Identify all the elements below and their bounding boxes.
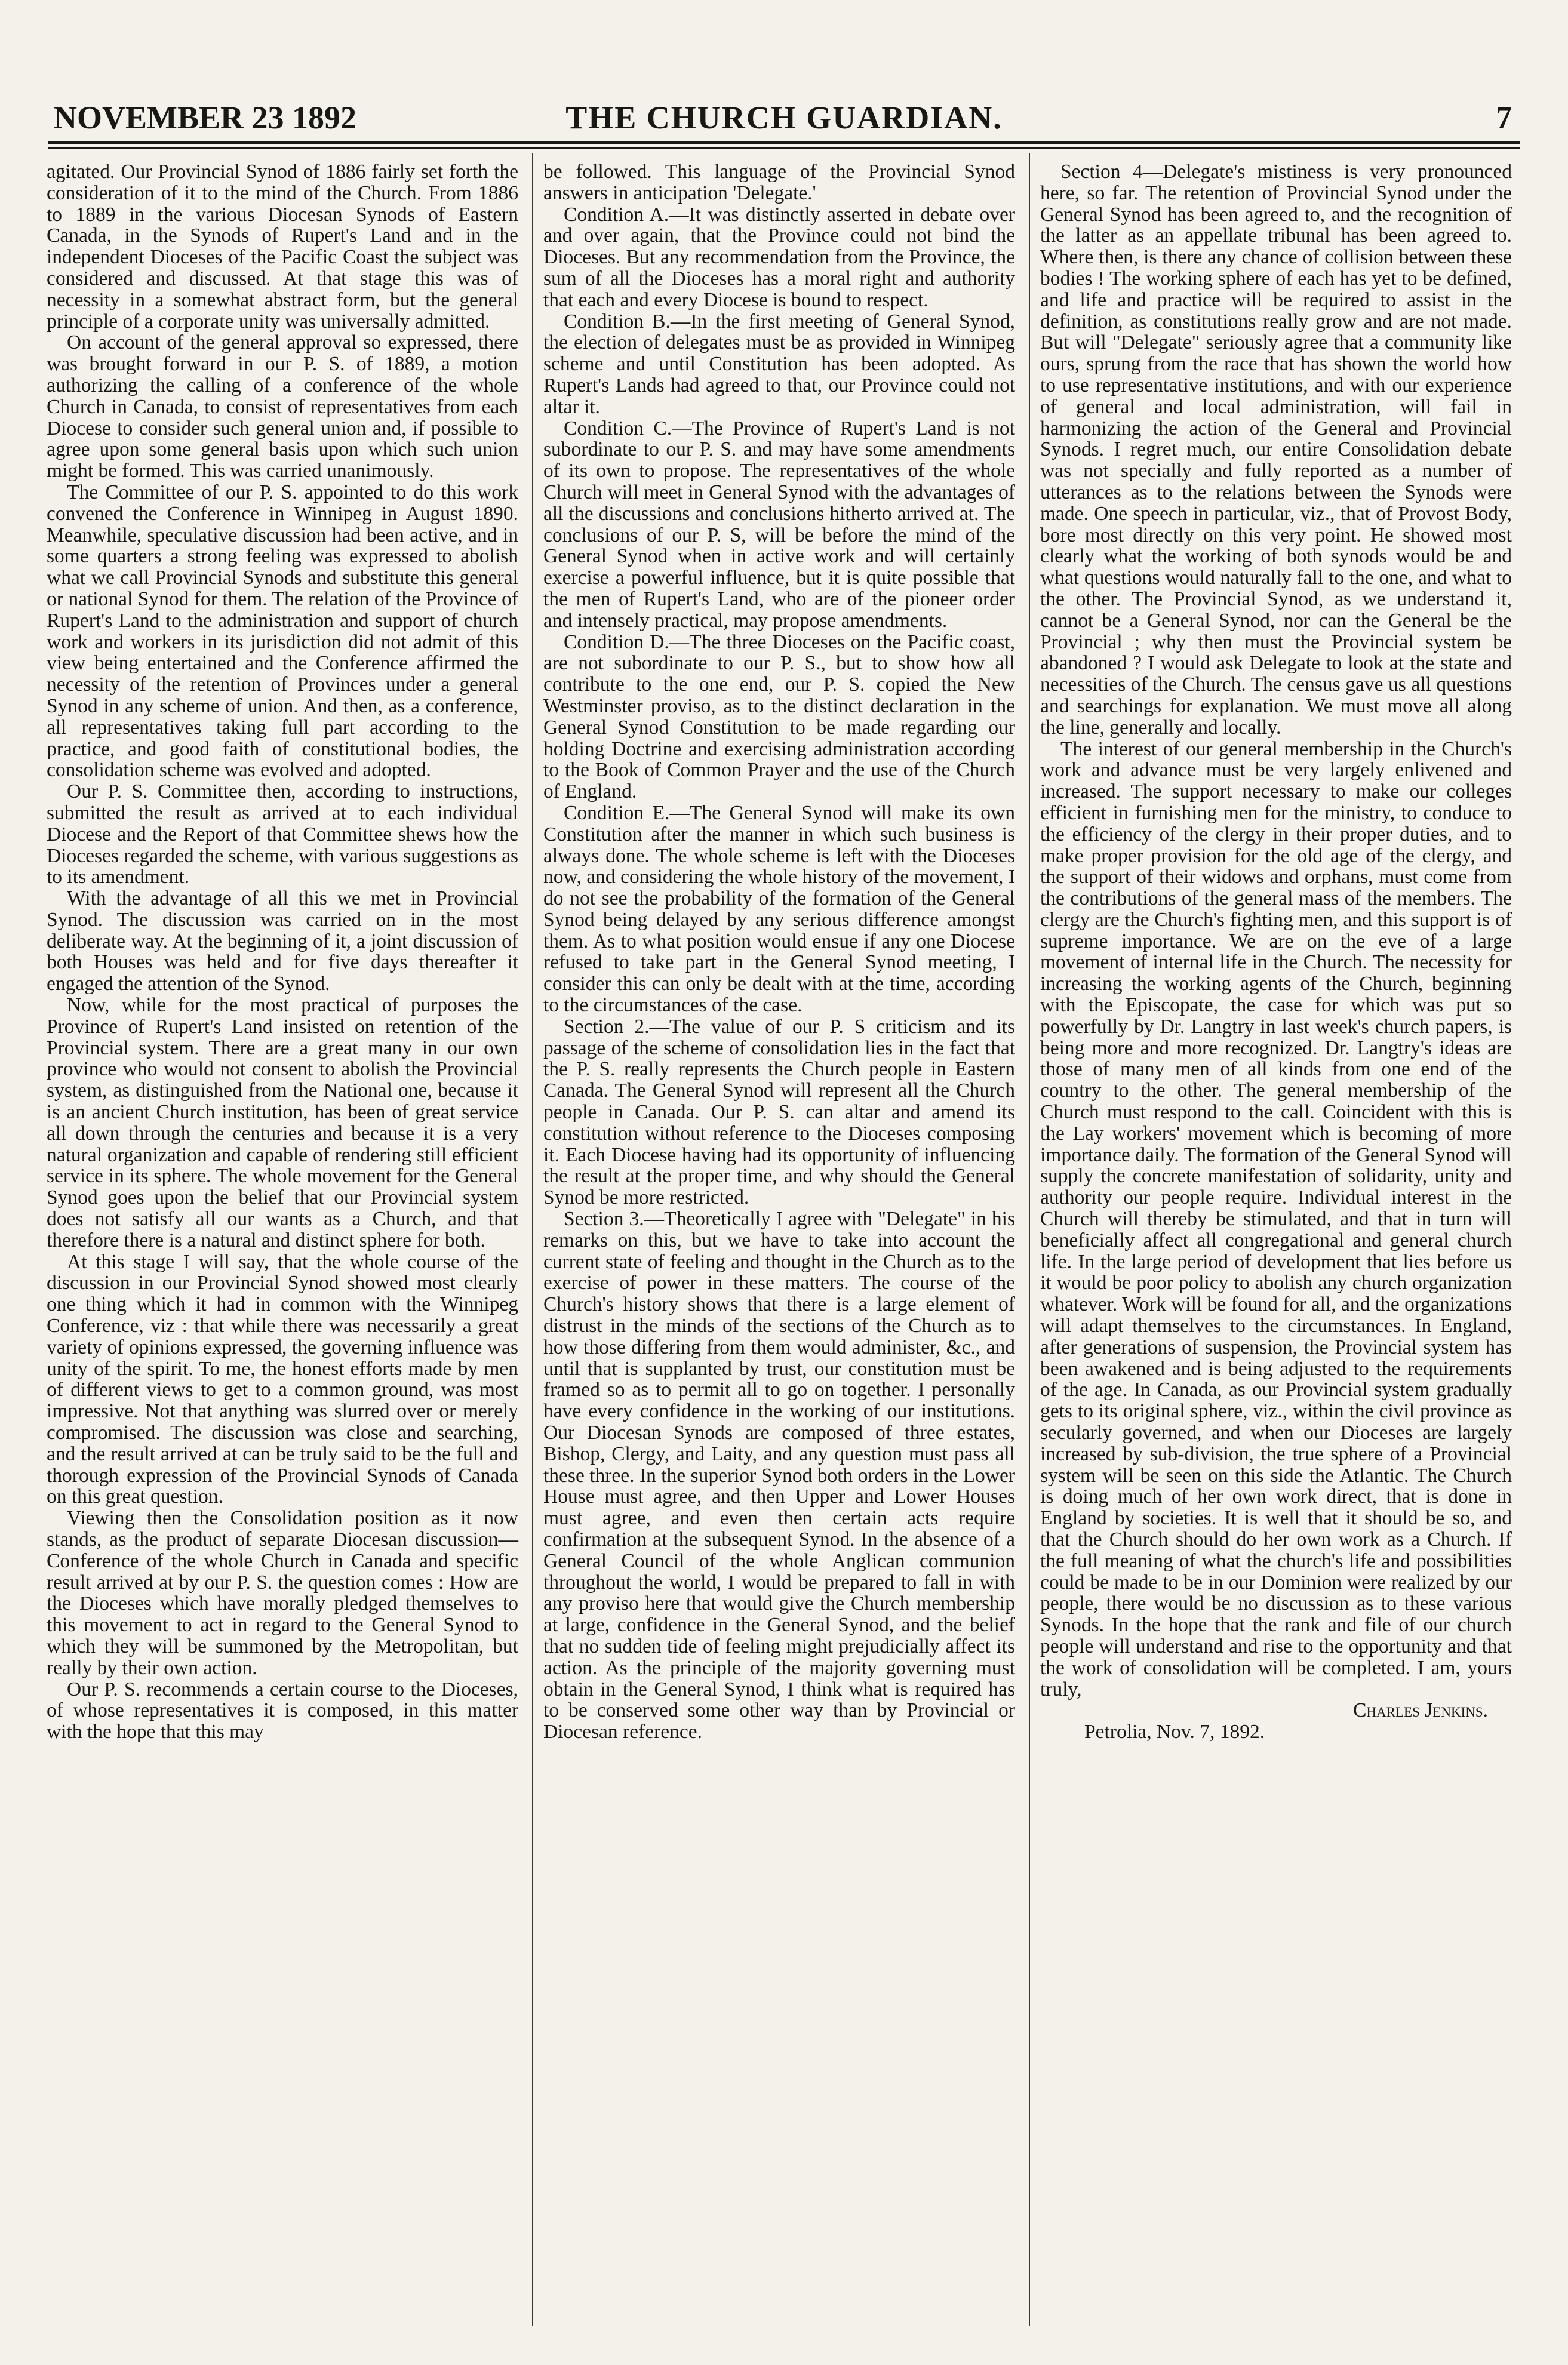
paragraph: Condition B.—In the first meeting of General Synod, the election of delegates must be as provided in Winnipeg scheme and until Constitution has been adopted. As Rupert's Lands had agreed to that, our Province could not altar it. [543, 310, 1015, 418]
paragraph: be followed. This language of the Provincial Synod answers in anticipation 'Delegate.' [543, 161, 1015, 204]
paragraph: With the advantage of all this we met in Provincial Synod. The discussion was carried on in the most deliberate way. At the beginning of it, a joint discussion of both Houses was held and for five days thereafter it engaged the attention of the Synod. [47, 887, 518, 995]
text-column-1 [47, 161, 518, 1743]
paragraph: Condition E.—The General Synod will make its own Constitution after the manner in which such business is always done. The whole scheme is left with the Dioceses now, and considering the whole history of the movement, I do not see the probability of the formation of the General Synod being delayed by any serious difference amongst them. As to what position would ensue if any one Diocese refused to take part in the General Synod meeting, I consider this can only be dealt with at the time, according to the circumstances of the case. [543, 801, 1015, 1017]
paragraph: The Committee of our P. S. appointed to do this work convened the Conference in Winnipeg in August 1890. Meanwhile, speculative discussion had been active, and in some quarters a strong feeling was expressed to abolish what we call Provincial Synods and substitute this general or national Synod for them. The relation of the Province of Rupert's Land to the administration and support of church work and workers in its jurisdiction did not admit of this view being entertained and the Conference affirmed the necessity of the retention of Provinces under a general Synod in any scheme of union. And then, as a conference, all representatives taking full part according to the practice, and good faith of constitutional bodies, the consolidation scheme was evolved and adopted. [47, 481, 518, 782]
paragraph: Condition A.—It was distinctly asserted in debate over and over again, that the Province could not bind the Dioceses. But any recommendation from the Province, the sum of all the Dioceses has a moral right and authority that each and every Diocese is bound to respect. [543, 203, 1015, 311]
text-column-3 [1040, 161, 1512, 1743]
paragraph: Our P. S. recommends a certain course to the Dioceses, of whose representatives it is composed, in this matter with the hope that this may [47, 1678, 518, 1743]
header-rule-thick [48, 141, 1520, 144]
signature: Charles Jenkins. [1353, 1699, 1488, 1722]
column-divider [532, 153, 533, 2326]
paragraph: The interest of our general membership in the Church's work and advance must be very largely enlivened and increased. The support necessary to make our colleges efficient in furnishing men for the ministry, to conduce to the efficiency of the clergy in their proper duties, and to make proper provision for the old age of the clergy, and the support of their widows and orphans, must come from the contributions of the general mass of the members. The clergy are the Church's fighting men, and this support is of supreme importance. We are on the eve of a large movement of internal life in the Church. The necessity for increasing the working agents of the Church, beginning with the Episcopate, the case for which was put so powerfully by Dr. Langtry in last week's church papers, is being more and more recognized. Dr. Langtry's ideas are those of many men of all kinds from one end of the country to the other. The general membership of the Church must respond to the call. Coincident with this is the Lay workers' movement which is becoming of more importance daily. The formation of the General Synod will supply the concrete manifestation of solidarity, unity and authority our people require. Individual interest in the Church will thereby be stimulated, and that in turn will beneficially affect all congregational and general church life. In the large period of development that lies before us it would be poor policy to abolish any church organization whatever. Work will be found for all, and the organizations will adapt themselves to the circumstances. In England, after generations of suspension, the Provincial system has been awakened and is being adjusted to the requirements of the age. In Canada, as our Provincial system gradually gets to its original sphere, viz., within the civil province as secularly governed, and when our Dioceses are largely increased by sub-division, the true sphere of a Provincial system will be seen on this side the Atlantic. The Church is doing much of her own work direct, that is done in England by societies. It is well that it should be so, and that the Church should do her own work as a Church. If the full meaning of what the church's life and possibilities could be made to be in our Dominion were realized by our people, there would be no discussion as to these various Synods. In the hope that the rank and file of our church people will understand and rise to the opportunity and that the work of consolidation will be completed. I am, yours truly, [1040, 737, 1512, 1700]
issue-date: NOVEMBER 23 1892 [54, 100, 357, 136]
text-column-2 [543, 161, 1015, 1743]
paragraph: On account of the general approval so expressed, there was brought forward in our P. S. of 1889, a motion authorizing the calling of a conference of the whole Church in Canada, to consist of representatives from each Diocese to consider such general union and, if possible to agree upon some general basis upon which such union might be formed. This was carried unanimously. [47, 331, 518, 482]
paragraph: Now, while for the most practical of purposes the Province of Rupert's Land insisted on retention of the Provincial system. There are a great many in our own province who would not consent to abolish the Provincial system, as distinguished from the National one, because it is an ancient Church institution, has been of great service all down through the centuries and because it is a very natural organization and capable of rendering still efficient service in its sphere. The whole movement for the General Synod goes upon the belief that our Provincial system does not satisfy all our wants as a Church, and that therefore there is a natural and distinct sphere for both. [47, 994, 518, 1251]
paragraph: Section 4—Delegate's mistiness is very pronounced here, so far. The retention of Provincial Synod under the General Synod has been agreed to, and the recognition of the latter as an appellate tribunal has been agreed to. Where then, is there any chance of collision between these bodies ! The working sphere of each has yet to be defined, and life and practice will be required to assist in the definition, as constitutions really grow and are not made. But will "Delegate" seriously agree that a community like ours, sprung from the race that has shown the world how to use representative institutions, and with our experience of general and local administration, will fail in harmonizing the action of the General and Provincial Synods. I regret much, our entire Consolidation debate was not specially and fully reported as a number of utterances as to the relations between the Synods were made. One speech in particular, viz., that of Provost Body, bore most directly on this very point. He showed most clearly what the working of both synods would be and what questions would naturally fall to the one, and what to the other. The Provincial Synod, as we understand it, cannot be a General Synod, nor can the General be the Provincial ; why then must the Provincial system be abandoned ? I would ask Delegate to look at the state and necessities of the Church. The census gave us all questions and searchings for explanation. We must move all along the line, generally and locally. [1040, 161, 1512, 739]
masthead-title: THE CHURCH GUARDIAN. [565, 100, 1003, 136]
paragraph: Condition C.—The Province of Rupert's Land is not subordinate to our P. S. and may have some amendments of its own to propose. The representatives of the whole Church will meet in General Synod with the advantages of all the discussions and conclusions hitherto arrived at. The conclusions of our P. S, will be before the mind of the General Synod when in active work and will certainly exercise a powerful influence, but it is quite possible that the men of Rupert's Land, who are of the pioneer order and intensely practical, may propose amendments. [543, 417, 1015, 632]
paragraph: Our P. S. Committee then, according to instructions, submitted the result as arrived at to each individual Diocese and the Report of that Committee shews how the Dioceses regarded the scheme, with various suggestions as to its amendment. [47, 780, 518, 888]
paragraph: At this stage I will say, that the whole course of the discussion in our Provincial Synod showed most clearly one thing which it had in common with the Winnipeg Conference, viz : that while there was necessarily a great variety of opinions expressed, the governing influence was unity of the spirit. To me, the honest efforts made by men of different views to get to a common ground, was most impressive. Not that anything was slurred over or merely compromised. The discussion was close and searching, and the result arrived at can be truly said to be the full and thorough expression of the Provincial Synods of Canada on this great question. [47, 1250, 518, 1508]
header-rule-thin [48, 147, 1520, 149]
paragraph: Section 2.—The value of our P. S criticism and its passage of the scheme of consolidation lies in the fact that the P. S. really represents the Church people in Eastern Canada. The General Synod will represent all the Church people in Canada. Our P. S. can altar and amend its constitution without reference to the Dioceses composing it. Each Diocese having had its opportunity of influencing the result at the proper time, and why should the General Synod be more restricted. [543, 1015, 1015, 1209]
page-header [48, 88, 1520, 137]
paragraph: Viewing then the Consolidation position as it now stands, as the product of separate Diocesan discussion—Conference of the whole Church in Canada and specific result arrived at by our P. S. the question comes : How are the Dioceses which have morally pledged themselves to this movement to act in regard to the General Synod to which they will be summoned by the Metropolitan, but really by their own action. [47, 1507, 518, 1679]
paragraph: Condition D.—The three Dioceses on the Pacific coast, are not subordinate to our P. S., but to show how all contribute to the one end, our P. S. copied the New Westminster proviso, as to the distinct declaration in the General Synod Constitution to be made regarding our holding Doctrine and exercising administration according to the Book of Common Prayer and the use of the Church of England. [543, 631, 1015, 803]
column-divider [1029, 153, 1030, 2326]
paragraph: Section 3.—Theoretically I agree with "Delegate" in his remarks on this, but we have to take into account the current state of feeling and thought in the Church as to the exercise of power in these matters. The course of the Church's history shows that there is a large element of distrust in the minds of the sections of the Church as to how those differing from them would administer, &c., and until that is supplanted by trust, our constitution must be framed so as to permit all to go on together. I personally have every confidence in the working of our institutions. Our Diocesan Synods are composed of three estates, Bishop, Clergy, and Laity, and any question must pass all these three. In the superior Synod both orders in the Lower House must agree, and then Upper and Lower Houses must agree, and even then certain acts require confirmation at the subsequent Synod. In the absence of a General Council of the whole Anglican communion throughout the world, I would be prepared to fall in with any proviso here that would give the Church membership at large, confidence in the General Synod, and the belief that no sudden tide of feeling might prejudicially affect its action. As the principle of the majority governing must obtain in the General Synod, I think what is required has to be conserved some other way than by Provincial or Diocesan reference. [543, 1208, 1015, 1743]
page-number: 7 [1496, 100, 1512, 136]
signature-place-date: Petrolia, Nov. 7, 1892. [1084, 1721, 1265, 1743]
paragraph: agitated. Our Provincial Synod of 1886 fairly set forth the consideration of it to the mind of the Church. From 1886 to 1889 in the various Diocesan Synods of Eastern Canada, in the Synods of Rupert's Land and in the independent Dioceses of the Pacific Coast the subject was considered and discussed. At that stage this was of necessity in a somewhat abstract form, but the general principle of a corporate unity was universally admitted. [47, 161, 518, 333]
